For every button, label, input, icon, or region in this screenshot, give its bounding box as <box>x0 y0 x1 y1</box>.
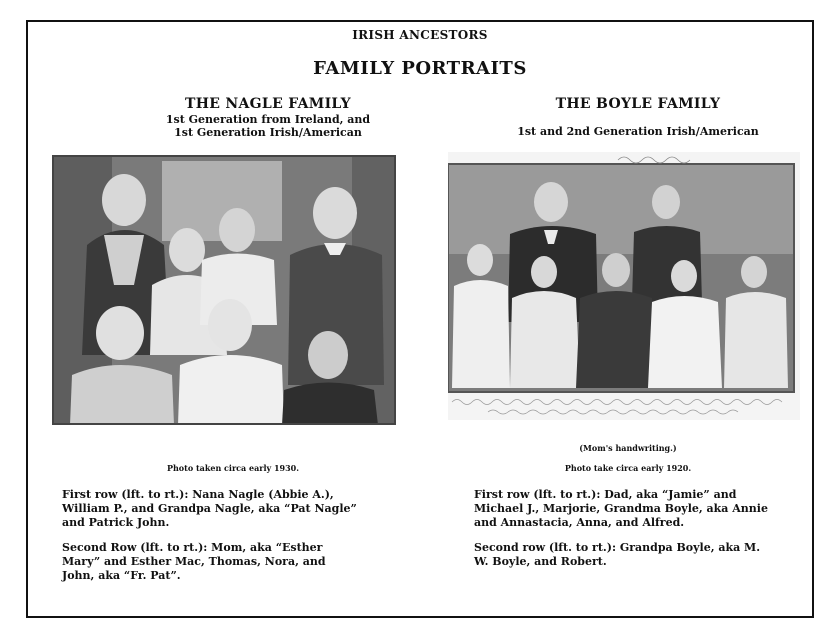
boyle-family-photo <box>448 152 800 420</box>
boyle-first-row-text: First row (lft. to rt.): Dad, aka “Jamie” and Michael J., Marjorie, Grandma Boyle, aka Annie and Annastacia, Anna, and Alfred. <box>474 488 768 529</box>
boyle-family-title: THE BOYLE FAMILY <box>555 96 721 112</box>
nagle-second-row-text: Second Row (lft. to rt.): Mom, aka “Esther Mary” and Esther Mac, Thomas, Nora, and John, aka “Fr. Pat”. <box>62 541 326 582</box>
nagle-family-photo <box>52 155 396 425</box>
boyle-photo-caption: Photo take circa early 1920. <box>564 463 692 473</box>
nagle-family-title: THE NAGLE FAMILY <box>185 96 351 112</box>
boyle-subtitle-line1: 1st and 2nd Generation Irish/American <box>517 125 759 138</box>
page-title: FAMILY PORTRAITS <box>313 58 527 79</box>
boyle-second-row-text: Second row (lft. to rt.): Grandpa Boyle, aka M. W. Boyle, and Robert. <box>474 541 761 568</box>
page-frame <box>26 20 814 618</box>
nagle-subtitle-line2: 1st Generation Irish/American <box>174 126 362 139</box>
boyle-handwriting-note: (Mom's handwriting.) <box>579 443 677 453</box>
nagle-subtitle-line1: 1st Generation from Ireland, and <box>165 113 371 126</box>
nagle-photo-caption: Photo taken circa early 1930. <box>166 463 300 473</box>
nagle-first-row-text: First row (lft. to rt.): Nana Nagle (Abbie A.), William P., and Grandpa Nagle, aka “Pat Nagle” and Patrick John. <box>62 488 357 529</box>
page-header-title: IRISH ANCESTORS <box>352 28 488 42</box>
